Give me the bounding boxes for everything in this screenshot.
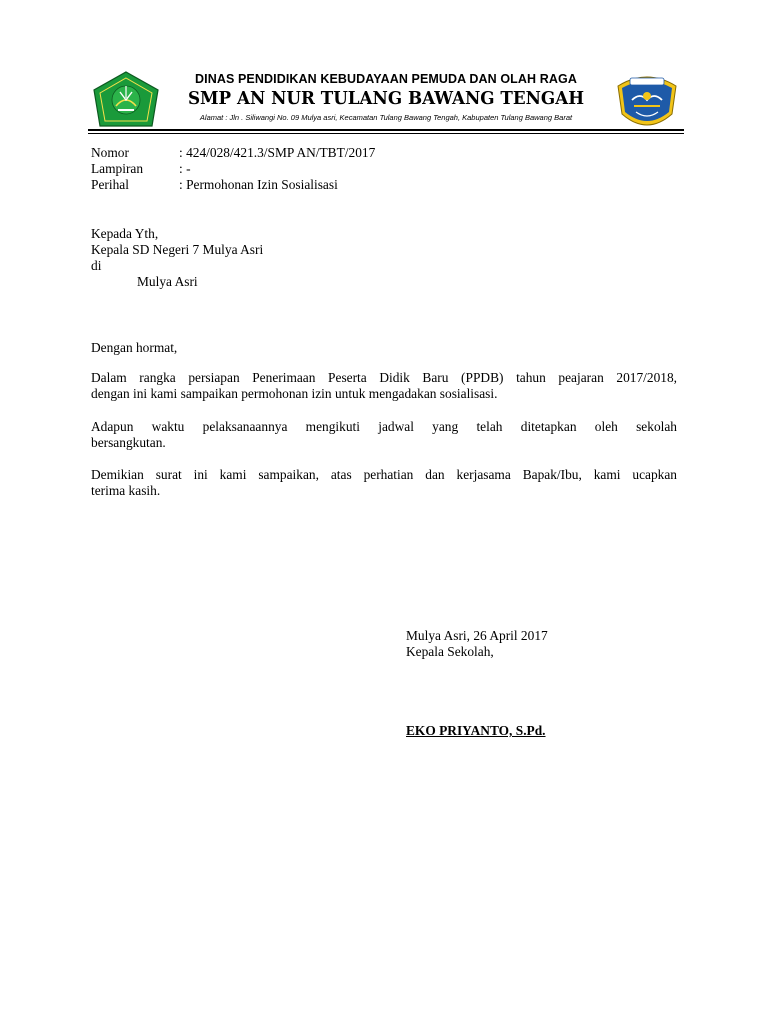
- recipient-di: di: [91, 258, 102, 273]
- letterhead-rule-thin: [88, 133, 684, 134]
- perihal-label: Perihal: [91, 177, 129, 192]
- signature-place-date: Mulya Asri, 26 April 2017: [406, 628, 548, 643]
- paragraph-1-line-2: dengan ini kami sampaikan permohonan izin untuk mengadakan sosialisasi.: [91, 386, 498, 401]
- paragraph-3-line-1: Demikian surat ini kami sampaikan, atas perhatian dan kerjasama Bapak/Ibu, kami ucapkan: [91, 467, 677, 482]
- school-address: Alamat : Jln . Siliwangi No. 09 Mulya asri, Kecamatan Tulang Bawang Tengah, Kabupaten Tulang Bawang Barat: [199, 113, 573, 122]
- paragraph-1-line-1: Dalam rangka persiapan Penerimaan Peserta Didik Baru (PPDB) tahun peajaran 2017/2018,: [91, 370, 677, 385]
- recipient-title: Kepala SD Negeri 7 Mulya Asri: [91, 242, 264, 257]
- recipient-salutation: Kepada Yth,: [91, 226, 159, 241]
- paragraph-1: [91, 370, 677, 402]
- letterhead-text: [168, 66, 604, 123]
- paragraph-3: [91, 467, 677, 499]
- nomor-label: Nomor: [91, 145, 129, 160]
- school-name: SMP AN NUR TULANG BAWANG TENGAH: [187, 88, 585, 109]
- nomor-value: : 424/028/421.3/SMP AN/TBT/2017: [179, 145, 376, 160]
- lampiran-value: : -: [179, 161, 191, 176]
- letterhead: [88, 66, 684, 132]
- department-name: DINAS PENDIDIKAN KEBUDAYAAN PEMUDA DAN OLAH RAGA: [195, 72, 577, 86]
- paragraph-2-line-1: Adapun waktu pelaksanaannya mengikuti jadwal yang telah ditetapkan oleh sekolah: [91, 419, 677, 434]
- greeting: Dengan hormat,: [91, 340, 178, 355]
- perihal-value: : Permohonan Izin Sosialisasi: [179, 177, 338, 192]
- paragraph-2: [91, 419, 677, 451]
- signature-position: Kepala Sekolah,: [406, 644, 494, 659]
- tut-wuri-handayani-icon: [612, 70, 682, 132]
- lampiran-label: Lampiran: [91, 161, 144, 176]
- paragraph-2-line-2: bersangkutan.: [91, 435, 166, 450]
- recipient-place: Mulya Asri: [137, 274, 198, 289]
- signature-name: EKO PRIYANTO, S.Pd.: [406, 723, 546, 738]
- letterhead-rule-thick: [88, 129, 684, 131]
- paragraph-3-line-2: terima kasih.: [91, 483, 161, 498]
